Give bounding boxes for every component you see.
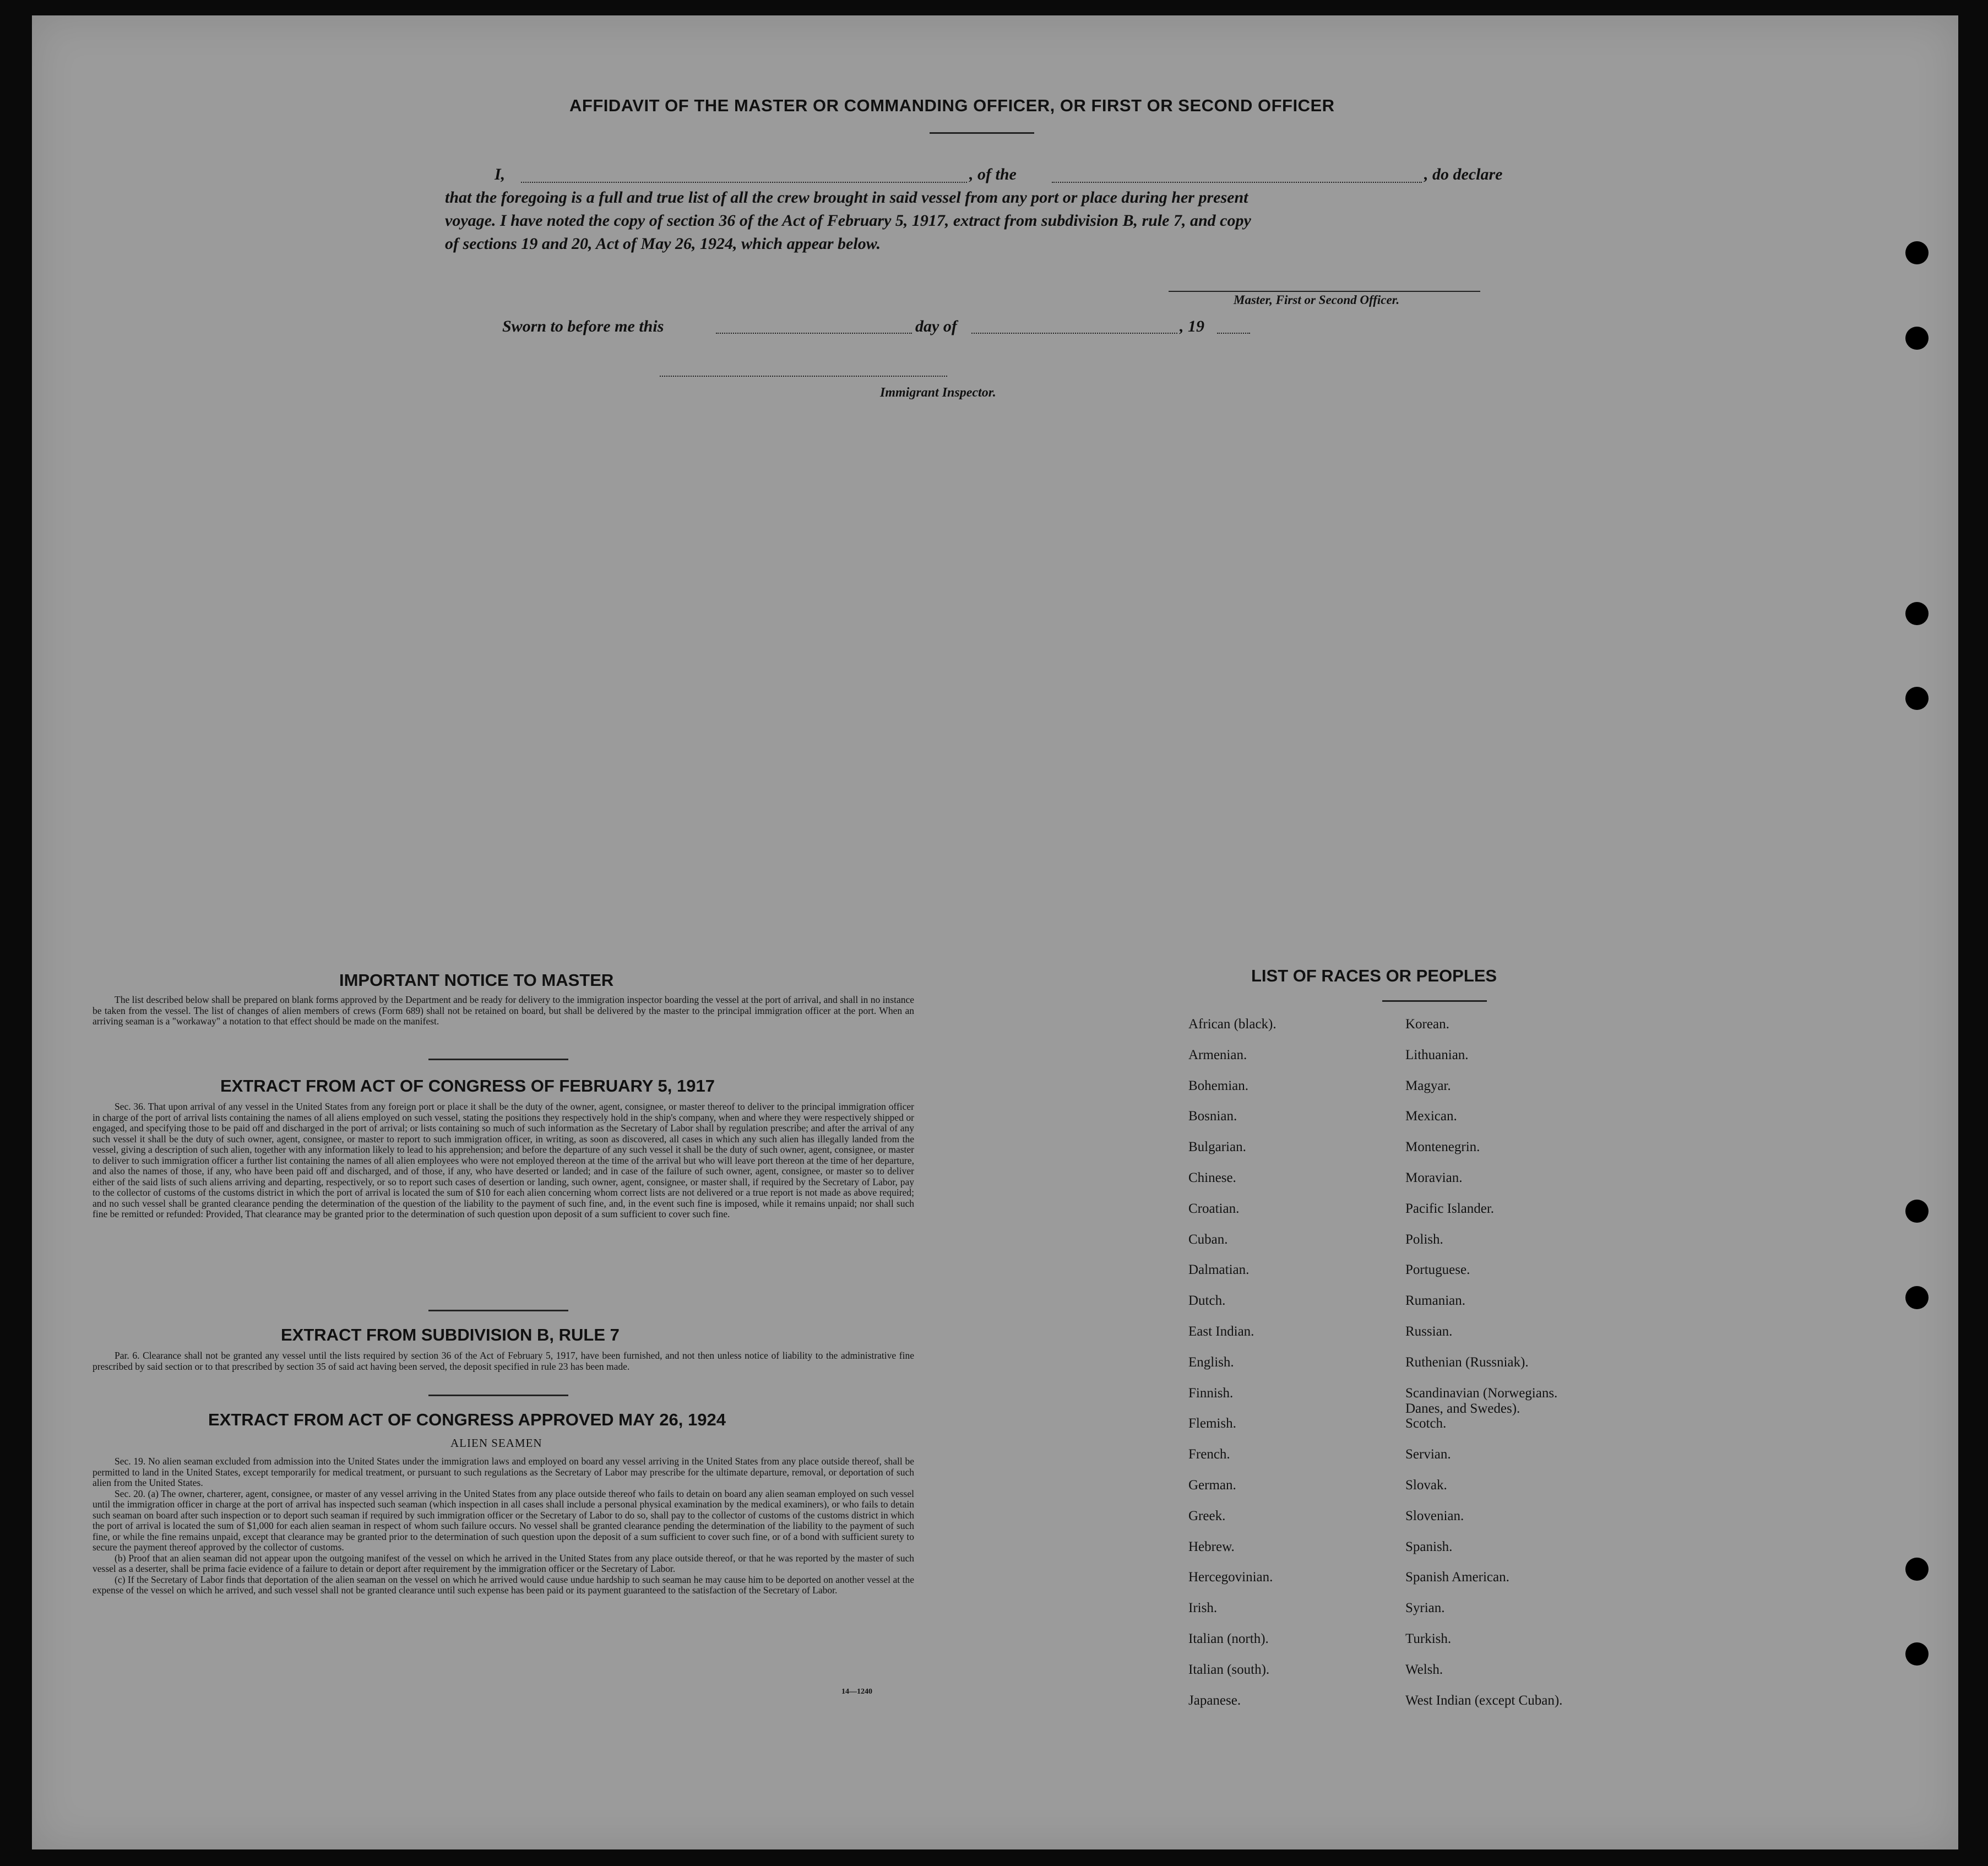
race-item: Polish. [1405,1232,1443,1247]
form-number: 14—1240 [841,1688,872,1696]
section-rule [428,1059,568,1060]
sworn-label: Sworn to before me this [502,317,664,335]
punch-hole [1905,327,1929,350]
race-item: Spanish. [1405,1539,1453,1554]
race-item: Bulgarian. [1188,1140,1246,1154]
affidavit-do-declare: , do declare [1424,165,1503,183]
race-item: African (black). [1188,1017,1277,1032]
race-item: Syrian. [1405,1601,1445,1615]
race-item: Portuguese. [1405,1262,1470,1277]
inspector-signature-field[interactable] [660,376,947,377]
race-item: Finnish. [1188,1386,1234,1401]
race-item: Moravian. [1405,1170,1463,1185]
race-item: Slovak. [1405,1478,1447,1493]
race-item: Magyar. [1405,1078,1451,1093]
race-item: Turkish. [1405,1631,1452,1646]
race-item: Dutch. [1188,1293,1226,1308]
punch-hole [1905,1558,1929,1581]
inspector-caption: Immigrant Inspector. [880,386,996,400]
race-item: Dalmatian. [1188,1262,1250,1277]
punch-hole [1905,241,1929,264]
race-item: Hercegovinian. [1188,1570,1273,1585]
race-item: Italian (north). [1188,1631,1269,1646]
sworn-year-field[interactable] [1217,333,1250,334]
race-item: Ruthenian (Russniak). [1405,1355,1529,1370]
race-item: Greek. [1188,1509,1226,1523]
race-item: Slovenian. [1405,1509,1464,1523]
race-item: Rumanian. [1405,1293,1466,1308]
punch-hole [1905,1200,1929,1223]
extract-1917-title: EXTRACT FROM ACT OF CONGRESS OF FEBRUARY 5, 1917 [220,1076,715,1095]
race-item: Croatian. [1188,1201,1240,1216]
signature-caption: Master, First or Second Officer. [1234,293,1400,307]
affidavit-i-label: I, [495,165,506,183]
race-item: Cuban. [1188,1232,1228,1247]
sec20b-text: (b) Proof that an alien seaman did not appear upon the outgoing manifest of the vessel on which he arrived in the United States from any place outside thereof, or that he was reported by the master of such vessel as a deserter, shall be prima facie evidence of a failure to detain or deport after requirement by the immigration officer or the Secretary of Labor. [93,1552,914,1574]
race-item: Armenian. [1188,1048,1247,1062]
race-item: Chinese. [1188,1170,1236,1185]
affidavit-title: AFFIDAVIT OF THE MASTER OR COMMANDING OFFICER, OR FIRST OR SECOND OFFICER [569,96,1335,115]
extract-1924-text [93,1456,914,1596]
race-item: Pacific Islander. [1405,1201,1495,1216]
races-title: LIST OF RACES OR PEOPLES [1251,966,1497,985]
punch-hole [1905,602,1929,625]
vessel-name-field[interactable] [1052,182,1422,183]
master-name-field[interactable] [521,182,967,183]
extract-1924-title: EXTRACT FROM ACT OF CONGRESS APPROVED MAY 26, 1924 [208,1410,726,1429]
title-rule [930,132,1034,134]
race-item: Russian. [1405,1324,1453,1339]
race-item: Lithuanian. [1405,1048,1469,1062]
race-item: Bohemian. [1188,1078,1249,1093]
race-item: Hebrew. [1188,1539,1235,1554]
race-item: English. [1188,1355,1234,1370]
punch-hole [1905,1286,1929,1309]
sworn-month-field[interactable] [971,333,1177,334]
race-item: Flemish. [1188,1416,1236,1431]
section-rule [428,1310,568,1311]
race-item: Montenegrin. [1405,1140,1480,1154]
race-item: East Indian. [1188,1324,1254,1339]
rule7-text: Par. 6. Clearance shall not be granted any vessel until the lists required by section 36 of the Act of February 5, 1917, have been furnished, and not then unless notice of liability to the administrative fine prescribed by said section or to that prescribed by section 35 of said act having been served, the deposit specified in rule 23 has been made. [93,1350,914,1372]
punch-hole [1905,687,1929,710]
extract-1917-text: Sec. 36. That upon arrival of any vessel in the United States from any foreign port or place it shall be the duty of the owner, agent, consignee, or master thereof to deliver to the principal immigration officer in charge of the port of arrival lists containing the names of all aliens employed on such vessel, stating the positions they respectively hold in the ship's company, when and where they were respectively shipped or engaged, and specifying those to be paid off and discharged in the port of arrival; or lists containing so much of such information as the Secretary of Labor shall by regulation prescribe; and after the arrival of any such vessel it shall be the duty of such owner, agent, consignee, or master to report to such immigration officer, in writing, as soon as discovered, all cases in which any such alien has illegally landed from the vessel, giving a description of such alien, together with any information likely to lead to his apprehension; and before the departure of any such vessel it shall be the duty of such owner, agent, consignee, or master to deliver to such immigration officer a further list containing the names of all alien employees who were not employed thereon at the time of the arrival but who will leave port thereon at the time of her departure, and also the names of those, if any, who have been paid off and discharged, and of those, if any, who have deserted or landed; and in case of the failure of such owner, agent, consignee, or master so to deliver either of the said lists of such aliens arriving and departing, respectively, or so to report such cases of desertion or landing, such owner, agent, consignee, or master shall, if required by the Secretary of Labor, pay to the collector of customs of the customs district in which the port of arrival is located the sum of $10 for each alien concerning whom correct lists are not delivered or a true report is not made as above required; and no such vessel shall be granted clearance pending the determination of the question of the liability to the payment of such fine, and, in the event such fine is imposed, while it remains unpaid; nor shall such fine be remitted or refunded: Provided, That clearance may be granted prior to the determination of such question upon deposit of a sum sufficient to cover such fine. [93,1101,914,1219]
race-item: Italian (south). [1188,1662,1270,1677]
sec20a-text: Sec. 20. (a) The owner, charterer, agent, consignee, or master of any vessel arriving in the United States from any place outside thereof who fails to detain on board any alien seaman employed on such vessel until the immigration officer in charge at the port of arrival has inspected such seaman (which inspection in all cases shall include a personal physical examination by the medical examiners), or who fails to detain such seaman on board after such inspection or to deport such seaman if required by such immigration officer or the Secretary of Labor to do so, shall pay to the collector of customs of the customs district in which the port of arrival is located the sum of $1,000 for each alien seaman in respect of whom such failure occurs. No vessel shall be granted clearance pending the determination of the liability to the payment of such fine, or while the fine remains unpaid, except that clearance may be granted prior to the determination of such question upon the deposit of a sum sufficient to cover such fine, or of a bond with sufficient surety to secure the payment thereof approved by the collector of customs. [93,1488,914,1553]
race-item: West Indian (except Cuban). [1405,1693,1563,1708]
race-item: Spanish American. [1405,1570,1509,1585]
race-item: Mexican. [1405,1109,1457,1124]
rule7-title: EXTRACT FROM SUBDIVISION B, RULE 7 [281,1325,620,1344]
punch-hole [1905,1642,1929,1666]
race-item: German. [1188,1478,1236,1493]
race-item: French. [1188,1447,1230,1462]
signature-field[interactable] [1169,291,1480,292]
affidavit-body-line: voyage. I have noted the copy of section 36 of the Act of February 5, 1917, extract from subdivision B, rule 7, and copy [445,211,1251,230]
race-item: Japanese. [1188,1693,1241,1708]
day-of-label: day of [915,317,957,335]
race-item: Irish. [1188,1601,1218,1615]
notice-text: The list described below shall be prepared on blank forms approved by the Department and be ready for delivery to the immigration inspector boarding the vessel at the port of arrival, and shall in no instance be taken from the vessel. The list of changes of alien members of crews (Form 689) shall not be retained on board, but shall be delivered by the master to the principal immigration officer at the port. When an arriving seaman is a "workaway" a notation to that effect should be made on the manifest. [93,994,914,1027]
race-item: Scandinavian (Norwegians. Danes, and Swedes). [1405,1386,1558,1416]
extract-1924-subtitle: ALIEN SEAMEN [450,1436,542,1450]
races-title-rule [1382,1000,1487,1002]
race-item: Korean. [1405,1017,1449,1032]
section-rule [428,1395,568,1396]
sworn-day-field[interactable] [716,333,912,334]
sec20c-text: (c) If the Secretary of Labor finds that deportation of the alien seaman on the vessel on which he arrived would cause undue hardship to such seaman he may cause him to be deported on another vessel at the expense of the vessel on which he arrived, and such vessel shall not be granted clearance until such expense has been paid or its payment guaranteed to the satisfaction of the Secretary of Labor. [93,1574,914,1596]
affidavit-body-line: that the foregoing is a full and true list of all the crew brought in said vessel from any port or place during her present [445,188,1248,207]
sec19-text: Sec. 19. No alien seaman excluded from admission into the United States under the immigration laws and employed on board any vessel arriving in the United States from any place outside thereof, shall be permitted to land in the United States, except temporarily for medical treatment, or pursuant to such regulations as the Secretary of Labor may prescribe for the ultimate departure, removal, or deportation of such alien from the United States. [93,1456,914,1488]
race-item: Bosnian. [1188,1109,1237,1124]
race-item: Scotch. [1405,1416,1447,1431]
race-item: Welsh. [1405,1662,1443,1677]
notice-title: IMPORTANT NOTICE TO MASTER [339,970,614,990]
affidavit-body-line: of sections 19 and 20, Act of May 26, 1924, which appear below. [445,235,881,253]
affidavit-of-the: , of the [969,165,1017,183]
year-prefix: , 19 [1180,317,1204,335]
race-item: Servian. [1405,1447,1451,1462]
